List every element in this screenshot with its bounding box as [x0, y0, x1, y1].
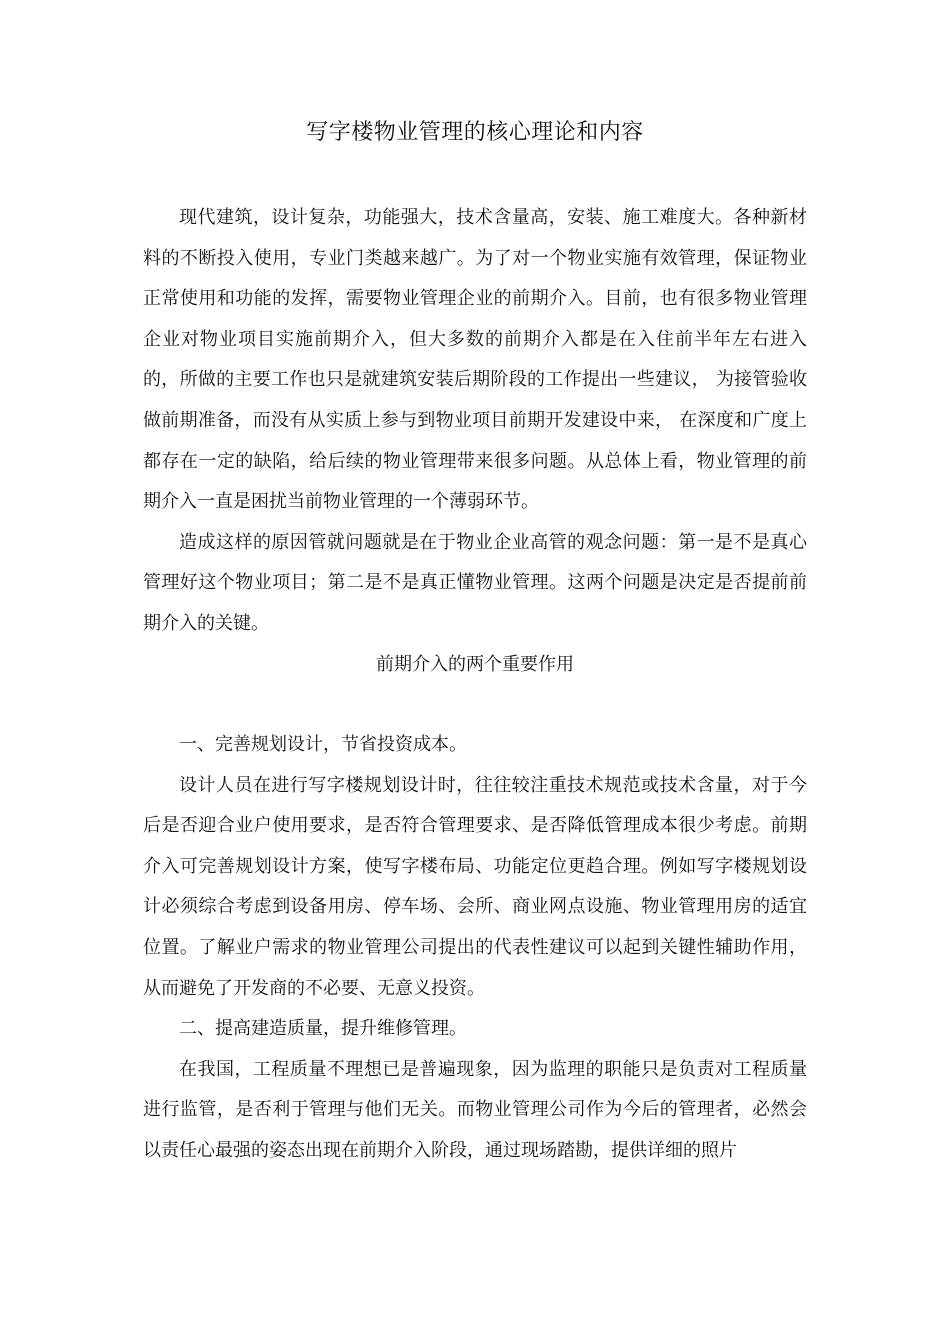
subheading-planning: 一、完善规划设计，节省投资成本。 — [179, 734, 467, 755]
paragraph-intro: 现代建筑，设计复杂，功能强大，技术含量高，安装、施工难度大。各种新材料的不断投入使用，专业门类越来越广。为了对一个物业实施有效管理，保证物业正常使用和功能的发挥，需要物业管理企业的前期介入。目前，也有很多物业管理企业对物业项目实施前期介入，但大多数的前期介入都是在入住前半年左右进入的，所做的主要工作也只是就建筑安装后期阶段的工作提出一些建议， 为接管验收做前期准备，而没有从实质上参与到物业项目前期开发建设中来， 在深度和广度上都存在一定的缺陷，给后续的物业管理带来很多问题。从总体上看，物业管理的前期介入一直是困扰当前物业管理的一个薄弱环节。 — [143, 207, 807, 513]
intro-section — [143, 198, 807, 685]
roles-section — [143, 725, 807, 1172]
section-heading: 前期介入的两个重要作用 — [376, 653, 574, 675]
paragraph-quality: 在我国，工程质量不理想已是普遍现象，因为监理的职能只是负责对工程质量进行监管，是否利于管理与他们无关。而物业管理公司作为今后的管理者，必然会以责任心最强的姿态出现在前期介入阶段，通过现场踏勘，提供详细的照片 — [143, 1058, 807, 1161]
paragraph-planning: 设计人员在进行写字楼规划设计时，往往较注重技术规范或技术含量，对于今后是否迎合业户使用要求，是否符合管理要求、是否降低管理成本很少考虑。前期介入可完善规划设计方案，使写字楼布局、功能定位更趋合理。例如写字楼规划设计必须综合考虑到设备用房、停车场、会所、商业网点设施、物业管理用房的适宜位置。了解业户需求的物业管理公司提出的代表性建议可以起到关键性辅助作用，从而避免了开发商的不必要、无意义投资。 — [143, 774, 807, 999]
paragraph-cause: 造成这样的原因管就问题就是在于物业企业高管的观念问题：第一是不是真心管理好这个物业项目；第二是不是真正懂物业管理。这两个问题是决定是否提前前期介入的关键。 — [143, 531, 807, 634]
subheading-quality: 二、提高建造质量，提升维修管理。 — [179, 1018, 467, 1040]
document-title: 写字楼物业管理的核心理论和内容 — [306, 120, 644, 145]
